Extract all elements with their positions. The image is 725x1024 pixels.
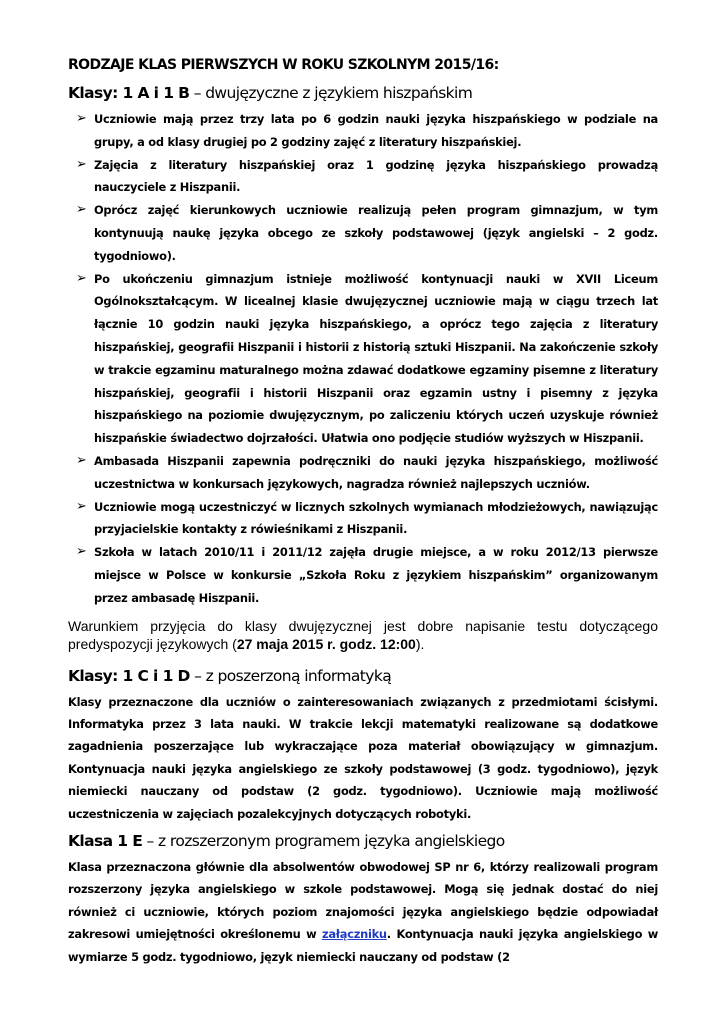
list-item-text: Uczniowie mają przez trzy lata po 6 godzin nauki języka hiszpańskiego w podziale na grupy, a od klasy drugiej po 2 godziny zajęć z literatury hiszpańskiej.	[94, 112, 658, 149]
list-item	[68, 496, 658, 542]
section-heading-spanish-rest: – dwujęzyczne z językiem hiszpańskim	[189, 84, 473, 102]
list-item	[68, 199, 658, 267]
english-description-start: Klasa przeznaczona głównie dla absolwentów obwodowej SP nr 6, którzy realizowali program rozszerzony języka angielskiego w szkole podstawowej. Mogą się jednak dostać do niej również ci uczniowie, których poziom znajomości języka angielskiego będzie odpowiadał zakresowi umiejętności określonemu w	[68, 859, 658, 942]
english-description-end: . Kontynuacja nauki języka angielskiego w wymiarze 5 godz. tygodniowo, język niemiecki nauczany od podstaw (2	[68, 927, 658, 964]
informatics-class-description: Klasy przeznaczone dla uczniów o zainteresowaniach związanych z przedmiotami ścisłymi. Informatyka przez 3 lata nauki. W trakcie lekcji matematyki realizowane są dodatkowe zagadnienia poszerzające lub wykraczające poza materiał obowiązujący w gimnazjum. Kontynuacja nauki języka angielskiego ze szkoły podstawowej (3 godz. tygodniowo), język niemiecki nauczany od podstaw (2 godz. tygodniowo). Uczniowie mają możliwość uczestniczenia w zajęciach pozalekcyjnych dotyczących robotyki.	[68, 694, 658, 821]
section-heading-informatics-bold: Klasy: 1 C i 1 D	[68, 666, 190, 685]
list-item	[68, 268, 658, 450]
section-heading-informatics-rest: – z poszerzoną informatyką	[189, 666, 392, 685]
section-heading-spanish	[68, 83, 658, 103]
section-heading-informatics	[68, 666, 658, 686]
section-heading-spanish-bold: Klasy: 1 A i 1 B	[68, 84, 190, 102]
list-item-text: Zajęcia z literatury hiszpańskiej oraz 1 godzinę języka hiszpańskiego prowadzą nauczyciele z Hiszpanii.	[94, 157, 658, 195]
admission-note-prefix: Warunkiem przyjęcia do klasy dwujęzycznej jest dobre napisanie testu dotyczącego predyspozycji językowych (	[68, 617, 658, 653]
arrow-bullet-icon: ➢	[76, 202, 87, 218]
list-item	[68, 541, 658, 609]
arrow-bullet-icon: ➢	[76, 452, 87, 468]
arrow-bullet-icon: ➢	[76, 156, 87, 172]
spanish-class-bullet-list	[68, 108, 658, 610]
list-item-text: Szkoła w latach 2010/11 i 2011/12 zajęła drugie miejsce, a w roku 2012/13 pierwsze miejsce w Polsce w konkursie „Szkoła Roku z językiem hiszpańskim” organizowanym przez ambasadę Hiszpanii.	[94, 545, 658, 605]
document-title: RODZAJE KLAS PIERWSZYCH W ROKU SZKOLNYM 2015/16:	[68, 57, 499, 73]
admission-note	[68, 617, 658, 654]
document-page	[68, 56, 658, 974]
list-item	[68, 450, 658, 496]
arrow-bullet-icon: ➢	[76, 111, 87, 126]
arrow-bullet-icon: ➢	[76, 270, 87, 286]
list-item	[68, 108, 658, 154]
english-class-description	[68, 856, 658, 968]
arrow-bullet-icon: ➢	[76, 498, 87, 514]
list-item-text: Oprócz zajęć kierunkowych uczniowie realizują pełen program gimnazjum, w tym kontynuują naukę języka obcego ze szkoły podstawowej (język angielski – 2 godz. tygodniowo).	[94, 203, 658, 263]
section-heading-english-rest: – z rozszerzonym programem języka angielskiego	[142, 831, 505, 850]
list-item-text: Ambasada Hiszpanii zapewnia podręczniki do nauki języka hiszpańskiego, możliwość uczestnictwa w konkursach językowych, nagradza również najlepszych uczniów.	[94, 453, 658, 491]
section-heading-english-bold: Klasa 1 E	[68, 831, 143, 850]
arrow-bullet-icon: ➢	[76, 544, 87, 560]
list-item-text: Po ukończeniu gimnazjum istnieje możliwość kontynuacji nauki w XVII Liceum Ogólnokształcącym. W licealnej klasie dwujęzycznej uczniowie mają w ciągu trzech lat łącznie 10 godzin nauki języka hiszpańskiego, a oprócz tego zajęcia z literatury hiszpańskiej, geografii Hiszpanii i historii z historią sztuki Hiszpanii. Na zakończenie szkoły w trakcie egzaminu maturalnego można zdawać dodatkowe egzaminy pisemne z literatury hiszpańskiej, geografii i historii Hiszpanii oraz egzamin ustny i pisemny z języka hiszpańskiego na poziomie dwujęzycznym, po zaliczeniu których uczeń uzyskuje również hiszpańskie świadectwo dojrzałości. Ułatwia ono podjęcie studiów wyższych w Hiszpanii.	[94, 271, 658, 446]
list-item	[68, 154, 658, 200]
attachment-link[interactable]: załączniku	[321, 927, 387, 942]
admission-note-suffix: ).	[415, 636, 425, 653]
list-item-text: Uczniowie mogą uczestniczyć w licznych szkolnych wymianach młodzieżowych, nawiązując przyjacielskie kontakty z rówieśnikami z Hiszpanii.	[94, 499, 658, 537]
admission-test-date: 27 maja 2015 r. godz. 12:00	[236, 636, 416, 653]
section-heading-english	[68, 831, 658, 851]
